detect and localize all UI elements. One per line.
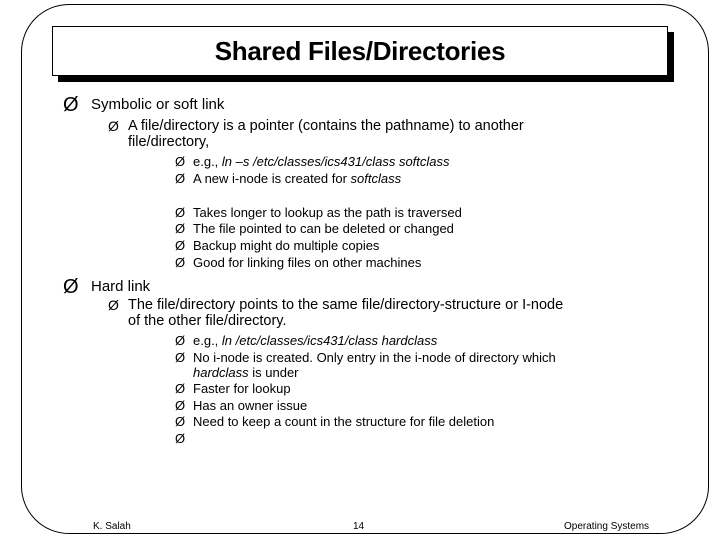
hard-eg-command: ln /etc/classes/ics431/class hardclass <box>221 333 438 348</box>
soft-point-text: Good for linking files on other machines <box>193 255 422 270</box>
hard-point-empty <box>175 431 193 446</box>
arrow-bullet-icon: Ø <box>63 94 79 116</box>
soft-eg-prefix: e.g., <box>193 154 222 169</box>
arrow-bullet-icon: Ø <box>175 238 186 253</box>
hard-eg-prefix: e.g., <box>193 333 222 348</box>
arrow-bullet-icon: Ø <box>175 381 186 396</box>
arrow-bullet-icon: Ø <box>175 431 186 446</box>
bullet-hard-inode <box>175 350 556 380</box>
hard-desc-line1: The file/directory points to the same file/directory-structure or I-node <box>128 297 564 313</box>
soft-inode-name: softclass <box>350 171 402 186</box>
footer-page-number: 14 <box>353 521 365 532</box>
hard-point-text: Faster for lookup <box>193 381 291 396</box>
hard-point <box>175 381 291 396</box>
arrow-bullet-icon: Ø <box>108 118 119 134</box>
soft-point-text: Backup might do multiple copies <box>193 238 380 253</box>
arrow-bullet-icon: Ø <box>108 297 119 313</box>
soft-eg-command: ln –s /etc/classes/ics431/class softclass <box>221 154 450 169</box>
hard-point-text: Need to keep a count in the structure for file deletion <box>193 414 495 429</box>
arrow-bullet-icon: Ø <box>175 255 186 270</box>
bullet-hard-desc <box>108 297 563 329</box>
hard-inode-line2-rest: is under <box>248 365 299 380</box>
hard-point <box>175 414 494 429</box>
soft-point <box>175 238 379 253</box>
soft-point-text: The file pointed to can be deleted or changed <box>193 221 454 236</box>
arrow-bullet-icon: Ø <box>63 276 79 298</box>
bullet-hard-link <box>63 278 150 296</box>
hard-link-heading: Hard link <box>91 278 151 295</box>
bullet-soft-inode <box>175 171 401 186</box>
arrow-bullet-icon: Ø <box>175 171 186 186</box>
hard-desc-line2: of the other file/directory. <box>128 313 287 329</box>
soft-inode-prefix: A new i-node is created for <box>193 171 351 186</box>
title-box <box>52 26 668 76</box>
soft-point <box>175 205 462 220</box>
bullet-soft-example <box>175 154 450 169</box>
arrow-bullet-icon: Ø <box>175 154 186 169</box>
bullet-soft-desc <box>108 118 524 150</box>
soft-desc-line2: file/directory, <box>128 134 210 150</box>
arrow-bullet-icon: Ø <box>175 398 186 413</box>
footer-author: K. Salah <box>93 521 131 532</box>
hard-point <box>175 398 307 413</box>
hard-inode-line1: No i-node is created. Only entry in the i-node of directory which <box>193 350 556 365</box>
soft-point-text: Takes longer to lookup as the path is traversed <box>193 205 462 220</box>
slide-title: Shared Files/Directories <box>214 35 506 66</box>
arrow-bullet-icon: Ø <box>175 205 186 220</box>
soft-point <box>175 221 454 236</box>
footer-course: Operating Systems <box>564 521 650 532</box>
soft-link-heading: Symbolic or soft link <box>91 96 225 113</box>
hard-point-text: Has an owner issue <box>193 398 308 413</box>
arrow-bullet-icon: Ø <box>175 221 186 236</box>
hard-inode-name: hardclass <box>193 365 249 380</box>
soft-point <box>175 255 421 270</box>
bullet-hard-example <box>175 333 437 348</box>
arrow-bullet-icon: Ø <box>175 333 186 348</box>
soft-desc-line1: A file/directory is a pointer (contains the pathname) to another <box>128 118 524 134</box>
bullet-soft-link <box>63 96 224 114</box>
arrow-bullet-icon: Ø <box>175 350 186 365</box>
arrow-bullet-icon: Ø <box>175 414 186 429</box>
